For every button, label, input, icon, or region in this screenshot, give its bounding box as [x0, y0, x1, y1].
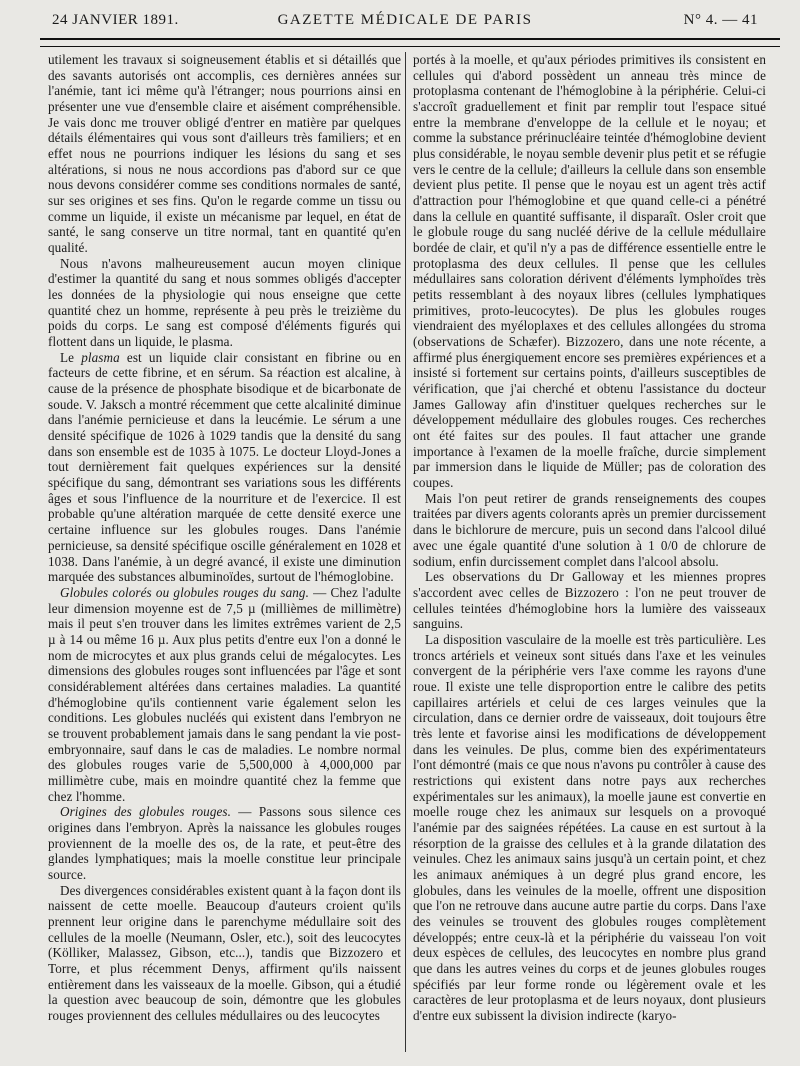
paragraph: [413, 569, 766, 632]
paragraph: [413, 52, 766, 491]
paragraph-text: utilement les travaux si soigneusement établis et si détaillés que des savants autorisés ont accomplis, ces dernières années sur l'anémie, tant ici même qu'à l'étranger; nous pourrions ainsi en présenter une vue d'ensemble claire et aisément compréhensible. Je vais donc me trouver obligé d'entrer en matière par quelques détails élémentaires qui vous sont d'ailleurs très familiers; et en effet nous ne pourrions indiquer les lésions du sang et ses altérations, si nous ne nous accordions pas d'abord sur ce que nous devons considérer comme ses conditions normales de santé, sur ses origines et ses fins. Qu'on le regarde comme un tissu ou comme un liquide, il existe un mécanisme par lequel, en état de santé, le sang conserve un titre normal, tant en quantité qu'en qualité.: [48, 52, 401, 256]
right-column: [413, 52, 766, 1052]
paragraph: [48, 350, 401, 585]
header-rule: [40, 38, 780, 47]
paragraph-italic-heading: plasma: [81, 349, 120, 365]
paragraph-text: Les observations du Dr Galloway et les miennes propres s'accordent avec celles de Bizzozero : l'on ne peut trouver de cellules teintées d'hémoglobine hors la lumière des vaisseaux sanguins.: [413, 569, 766, 632]
paragraph-text: Mais l'on peut retirer de grands renseignements des coupes traitées par divers agents colorants après un premier durcissement dans le bichlorure de mercure, puis un second dans l'alcool dilué avec une égale quantité d'une solution à 1 0/0 de chlorure de sodium, enfin durcissement complet dans l'alcool absolu.: [413, 490, 766, 569]
paragraph-lead: Le: [60, 349, 82, 365]
header-issue-page: N° 4. — 41: [683, 12, 758, 28]
page-header: [52, 12, 758, 34]
paragraph: [48, 52, 401, 256]
paragraph: [48, 804, 401, 882]
paragraph-text: Des divergences considérables existent quant à la façon dont ils naissent de cette moelle. Beaucoup d'auteurs croient qu'ils prennent leur origine dans le parenchyme médullaire soit des cellules de la moelle (Neumann, Osler, etc.), soit des leucocytes (Kölliker, Malassez, Gibson, etc...), tandis que Bizzozero et Torre, et plus récemment Denys, affirment qu'ils naissent entièrement dans les vaisseaux de la moelle. Gibson, qui a étudié la question avec beaucoup de soin, démontre que les globules rouges proviennent des cellules médullaires ou des leucocytes: [48, 882, 401, 1023]
paragraph: [48, 883, 401, 1024]
paragraph-italic-heading: Globules colorés ou globules rouges du sang.: [60, 584, 309, 600]
paragraph-text: Nous n'avons malheureusement aucun moyen clinique d'estimer la quantité du sang et nous sommes obligés d'accepter les données de la physiologie qui nous enseigne que cette quantité chez un homme, représente à peu près le treizième du poids du corps. Le sang est composé d'éléments figurés qui flottent dans un liquide, le plasma.: [48, 255, 401, 350]
paragraph-italic-heading: Origines des globules rouges.: [60, 804, 232, 820]
paragraph: [413, 632, 766, 1024]
column-divider: [405, 52, 406, 1052]
paragraph: [48, 256, 401, 350]
paragraph-text: — Chez l'adulte leur dimension moyenne est de 7,5 µ (millièmes de millimètre) mais il peut s'en trouver dans les limites extrêmes varient de 2,5 µ à 14 ou même 16 µ. Aux plus petits d'entre eux l'on a donné le nom de microcytes et aux plus grands celui de mégalocytes. Les dimensions des globules rouges sont influencées par l'âge et sont considérablement altérées dans certaines maladies. La quantité d'hémoglobine qu'ils contiennent varie également selon les conditions. Les globules nucléés qui existent dans l'embryon ne se trouvent probablement jamais dans le sang pendant la vie post-embryonnaire, sauf dans le cas de maladies. Le nombre normal des globules rouges varie de 5,500,000 à 4,000,000 par millimètre cube, mais en moindre quantité chez la femme que chez l'homme.: [48, 584, 401, 804]
paragraph: [413, 491, 766, 569]
paragraph-text: — Passons sous silence ces origines dans l'embryon. Après la naissance les globules rouges proviennent de la moelle des os, de la rate, et peut-être des glandes lymphatiques; mais la moelle constitue leur principale source.: [48, 804, 401, 882]
paragraph-text: La disposition vasculaire de la moelle est très particulière. Les troncs artériels et veineux sont situés dans l'axe et les veinules convergent de la périphérie vers l'axe comme les rayons d'une roue. Il existe une telle disproportion entre le calibre des petits capillaires artériels et celui de ces larges veinules que la circulation, dans ce dernier ordre de vaisseaux, doit toujours être très lente et favorise ainsi les modifications de développement dans les veinules. De plus, comme bien des expérimentateurs l'ont démontré (mais ce que nous n'avons pu contrôler à cause des restrictions qui existent dans notre pays aux recherches expérimentales sur les animaux), la moelle jaune est convertie en moelle rouge chez les animaux sur lesquels on a provoqué l'anémie par des saignées répétées. La cause en est surtout à la résorption de la graisse des cellules et à la grande dilatation des veinules. Chez les animaux sains jusqu'à un certain point, et chez les animaux anémiques à un degré plus grand encore, les globules, dans les veinules de la moelle, offrent une disposition que l'on ne retrouve dans aucune autre partie du corps. Dans l'axe des veinules se trouvent des globules rouges complètement développés; entre ceux-là et la périphérie du vaisseau l'on voit deux espèces de cellules, des leucocytes en nombre plus grand que dans les autres veines du corps et de jeunes globules rouges spécifiés par leur forme ronde ou légèrement ovale et les caractères de leur protoplasma et de leurs noyaux, dont plusieurs d'entre eux subissent la division indirecte (karyo-: [413, 631, 766, 1023]
paragraph-text: est un liquide clair consistant en fibrine ou en facteurs de cette fibrine, et en sérum. Sa réaction est alcaline, à cause de la présence de phosphate bisodique et de bicarbonate de soude. V. Jaksch a montré récemment que cette alcalinité diminue dans l'anémie pernicieuse et dans la leucémie. Le sérum a une densité spécifique de 1026 à 1029 tandis que la densité du sang dans son ensemble est de 1035 à 1075. Le docteur Lloyd-Jones a tout dernièrement fait quelques expériences sur la densité spécifique du sang, démontrant ses variations sous les différents âges et sous l'influence de la nourriture et de l'exercice. Il est probable qu'une altération marquée de cette densité exerce une certaine influence sur les globules rouges. Dans l'anémie pernicieuse, sa densité spécifique oscille généralement en 1028 et 1038. Dans l'anémie, à un degré avancé, il existe une diminution marquée des substances albuminoïdes, surtout de l'hémoglobine.: [48, 349, 401, 585]
paragraph: [48, 585, 401, 804]
left-column: [48, 52, 401, 1052]
header-date: 24 JANVIER 1891.: [52, 12, 179, 28]
paragraph-text: portés à la moelle, et qu'aux périodes primitives ils consistent en cellules qui d'abord possèdent un anneau très mince de protoplasma contenant de l'hémoglobine à la périphérie. Celui-ci s'accroît graduellement et finit par remplir tout l'espace situé entre la membrane d'enveloppe de la cellule et le noyau; et comme la substance prérinucléaire teintée d'hémoglobine devient plus considérable, le noyau semble devenir plus petit et se réfugie vers le centre de la cellule; d'ailleurs la cellule dans son ensemble devient plus petite. Il pense que le noyau est un agent très actif d'attraction pour l'hémoglobine et que quand celle-ci a pénétré dans la cellule en quantité suffisante, il disparaît. Osler croit que le globule rouge du sang nucléé dérive de la cellule médullaire bordée de clair, et qu'il n'y a pas de différence essentielle entre le protoplasma des deux cellules. Il pense que les cellules médullaires sans coloration dérivent d'éléments lymphoïdes très petits ressemblant à des noyaux libres (cellules lymphatiques primitives, proto-leucocytes). De plus les globules rouges viendraient des myéloplaxes et des cellules allongées du stroma (observations de Schæfer). Bizzozero, dans une note récente, a affirmé plus énergiquement encore ses premières expériences et a insisté si fortement sur certains points, d'ailleurs susceptibles de vérification, que j'ai cherché et obtenu l'assistance du docteur James Galloway afin d'instituer quelques recherches sur le développement médullaire des globules rouges. Ces recherches ont été faites sur des poules. Il faut attacher une grande importance à l'examen de la moelle fraîche, durcie simplement par immersion dans le liquide de Müller; pas de coloration des coupes.: [413, 52, 766, 491]
header-journal-title: GAZETTE MÉDICALE DE PARIS: [277, 12, 533, 28]
